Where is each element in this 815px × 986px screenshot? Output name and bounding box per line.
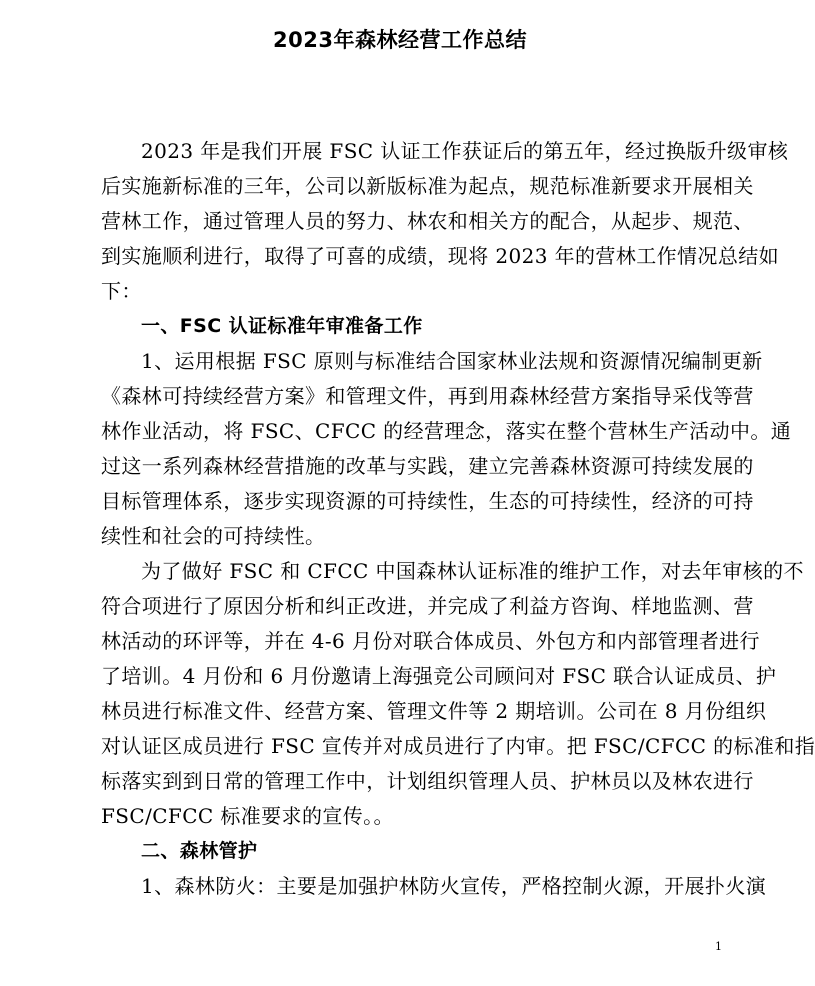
paragraph-line: 1、运用根据 FSC 原则与标准结合国家林业法规和资源情况编制更新 <box>141 349 763 373</box>
paragraph-line: FSC/CFCC 标准要求的宣传。。 <box>101 804 394 828</box>
paragraph-line: 《森林可持续经营方案》和管理文件，再到用森林经营方案指导采伐等营 <box>101 384 754 408</box>
section-heading: 一、FSC 认证标准年审准备工作 <box>141 315 423 337</box>
paragraph-line: 标落实到到日常的管理工作中，计划组织管理人员、护林员以及林农进行 <box>101 769 754 793</box>
paragraph-line: 了培训。4 月份和 6 月份邀请上海强竞公司顾问对 FSC 联合认证成员、护 <box>101 664 777 688</box>
paragraph-line: 对认证区成员进行 FSC 宣传并对成员进行了内审。把 FSC/CFCC 的标准和指 <box>101 734 815 758</box>
paragraph-line: 1、森林防火：主要是加强护林防火宣传，严格控制火源，开展扑火演 <box>141 874 767 898</box>
paragraph-line: 后实施新标准的三年，公司以新版标准为起点，规范标准新要求开展相关 <box>101 174 754 198</box>
paragraph-line: 营林工作，通过管理人员的努力、林农和相关方的配合，从起步、规范、 <box>101 209 754 233</box>
paragraph-line: 为了做好 FSC 和 CFCC 中国森林认证标准的维护工作，对去年审核的不 <box>141 559 804 583</box>
paragraph-line: 2023 年是我们开展 FSC 认证工作获证后的第五年，经过换版升级审核 <box>141 139 789 163</box>
paragraph-line: 林活动的环评等，并在 4-6 月份对联合体成员、外包方和内部管理者进行 <box>101 629 760 653</box>
page-number: 1 <box>715 940 722 953</box>
paragraph-line: 林员进行标准文件、经营方案、管理文件等 2 期培训。公司在 8 月份组织 <box>101 699 767 723</box>
paragraph-line: 续性和社会的可持续性。 <box>101 524 326 548</box>
paragraph-line: 目标管理体系，逐步实现资源的可持续性，生态的可持续性，经济的可持 <box>101 489 754 513</box>
paragraph-line: 林作业活动，将 FSC、CFCC 的经营理念，落实在整个营林生产活动中。通 <box>101 419 792 443</box>
page-title: 2023年森林经营工作总结 <box>273 28 527 52</box>
paragraph-line: 到实施顺利进行，取得了可喜的成绩，现将 2023 年的营林工作情况总结如 <box>101 244 780 268</box>
paragraph-line: 下： <box>101 279 142 303</box>
paragraph-line: 符合项进行了原因分析和纠正改进，并完成了利益方咨询、样地监测、营 <box>101 594 754 618</box>
section-heading: 二、森林管护 <box>141 840 258 862</box>
document-body <box>101 134 815 904</box>
paragraph-line: 过这一系列森林经营措施的改革与实践，建立完善森林资源可持续发展的 <box>101 454 754 478</box>
